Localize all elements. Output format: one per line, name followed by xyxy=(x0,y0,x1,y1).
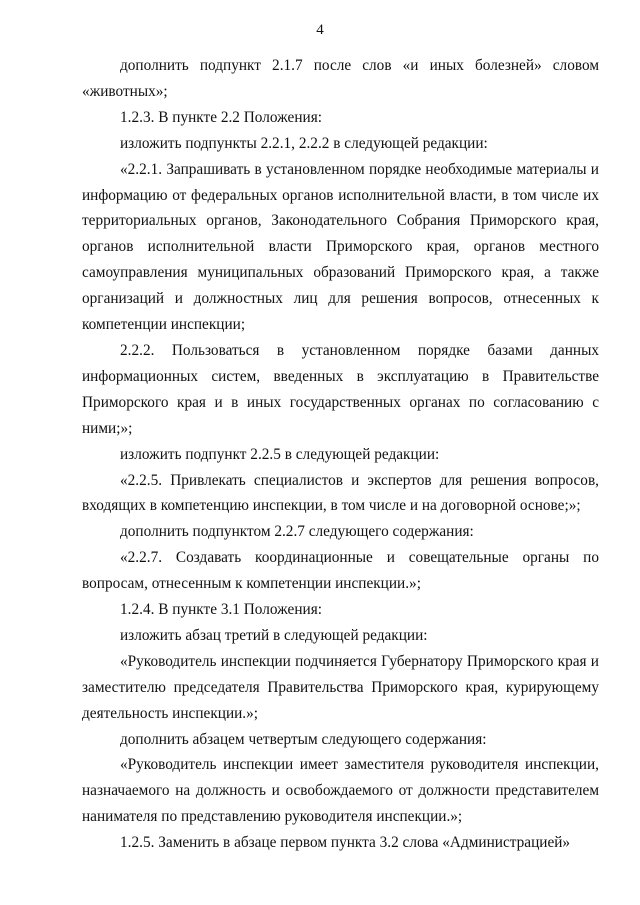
paragraph-add-word-animals: дополнить подпункт 2.1.7 после слов «и иных болезней» словом «животных»; xyxy=(82,57,599,100)
paragraph-add-2-2-7: дополнить подпунктом 2.2.7 следующего содержания: xyxy=(120,523,474,541)
paragraph-subitem-2-2-2: 2.2.2. Пользоваться в установленном порядке базами данных информационных систем, введенных в эксплуатацию в Правительстве Приморского края и в иных государственных органах по согласованию с ними;»; xyxy=(82,341,599,437)
paragraph-deputy-head: «Руководитель инспекции имеет заместителя руководителя инспекции, назначаемого на должность и освобождаемого от должности представителем нанимателя по представлению руководителя инспекции.»; xyxy=(82,756,599,826)
document-body xyxy=(82,53,599,856)
paragraph-head-subordination: «Руководитель инспекции подчиняется Губернатору Приморского края и заместителю председателя Правительства Приморского края, курирующему деятельность инспекции.»; xyxy=(82,652,599,722)
paragraph-restate-2-2-5: изложить подпункт 2.2.5 в следующей редакции: xyxy=(120,445,440,463)
paragraph-section-1-2-5: 1.2.5. Заменить в абзаце первом пункта 3.2 слова «Администрацией» xyxy=(120,834,571,852)
paragraph-restate-subitems: изложить подпункты 2.2.1, 2.2.2 в следующей редакции: xyxy=(120,134,488,152)
paragraph-section-1-2-3: 1.2.3. В пункте 2.2 Положения: xyxy=(120,108,322,126)
paragraph-subitem-2-2-5: «2.2.5. Привлекать специалистов и экспертов для решения вопросов, входящих в компетенцию инспекции, в том числе и на договорной основе;»; xyxy=(82,471,599,515)
page-number: 4 xyxy=(316,22,324,38)
paragraph-add-fourth: дополнить абзацем четвертым следующего содержания: xyxy=(120,730,487,748)
paragraph-subitem-2-2-7: «2.2.7. Создавать координационные и совещательные органы по вопросам, отнесенным к компетенции инспекции.»; xyxy=(82,549,599,593)
paragraph-restate-third: изложить абзац третий в следующей редакции: xyxy=(120,626,428,644)
paragraph-section-1-2-4: 1.2.4. В пункте 3.1 Положения: xyxy=(120,601,322,619)
paragraph-subitem-2-2-1: «2.2.1. Запрашивать в установленном порядке необходимые материалы и информацию от федеральных органов исполнительной власти, в том числе их территориальных органов, Законодательного Собрания Приморского края, органов исполнительной власти Приморского края, органов местного самоуправления муниципальных образований Приморского края, а также организаций и должностных лиц для решения вопросов, отнесенных к компетенции инспекции; xyxy=(82,160,599,334)
